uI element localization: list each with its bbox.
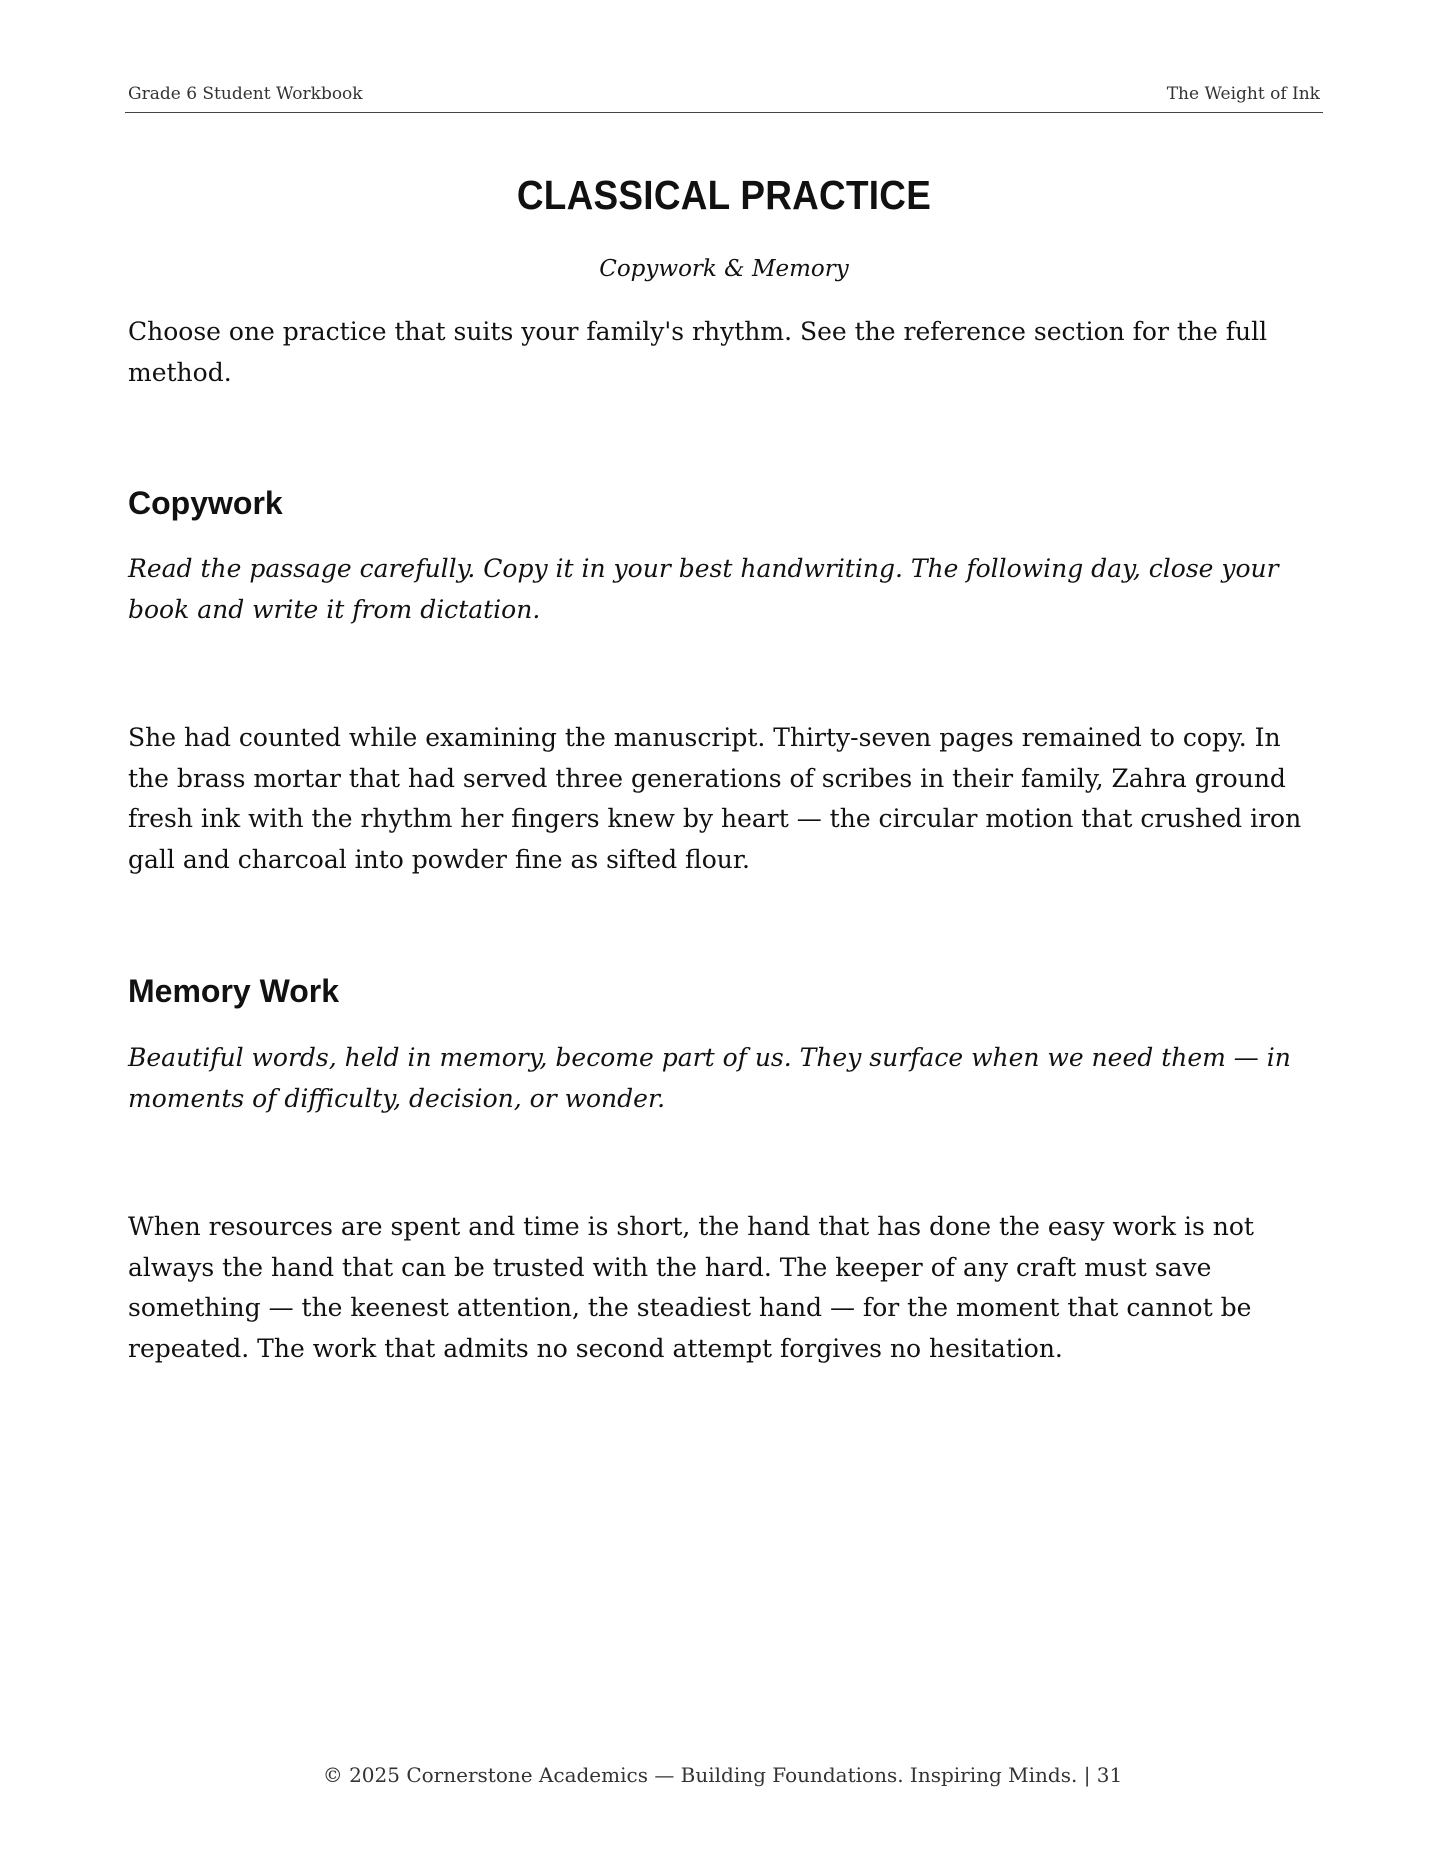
memory-work-instruction: Beautiful words, held in memory, become part of us. They surface when we need them — in moments of difficulty, decision, or wonder. (128, 1043, 1291, 1113)
copywork-passage: She had counted while examining the manuscript. Thirty-seven pages remained to copy. In the brass mortar that had served three generations of scribes in their family, Zahra ground fresh ink with the rhythm her fingers knew by heart — the circular motion that crushed iron gall and charcoal into powder fine as sifted flour. (128, 723, 1302, 874)
memory-work-passage: When resources are spent and time is short, the hand that has done the easy work is not always the hand that can be trusted with the hard. The keeper of any craft must save something — the keenest attention, the steadiest hand — for the moment that cannot be repeated. The work that admits no second attempt forgives no hesitation. (128, 1212, 1254, 1363)
page-footer: © 2025 Cornerstone Academics — Building Foundations. Inspiring Minds. | 31 (322, 1763, 1123, 1787)
page-subtitle: Copywork & Memory (599, 256, 849, 282)
page-title: CLASSICAL PRACTICE (516, 172, 932, 218)
header-workbook-name: Grade 6 Student Workbook (128, 84, 363, 104)
intro-paragraph: Choose one practice that suits your family's rhythm. See the reference section for the full method. (128, 317, 1268, 387)
header-book-title: The Weight of Ink (1166, 84, 1320, 104)
copywork-instruction: Read the passage carefully. Copy it in your best handwriting. The following day, close your book and write it from dictation. (128, 554, 1279, 624)
running-header (125, 84, 1323, 113)
memory-work-heading: Memory Work (128, 973, 340, 1009)
copywork-heading: Copywork (128, 485, 283, 521)
